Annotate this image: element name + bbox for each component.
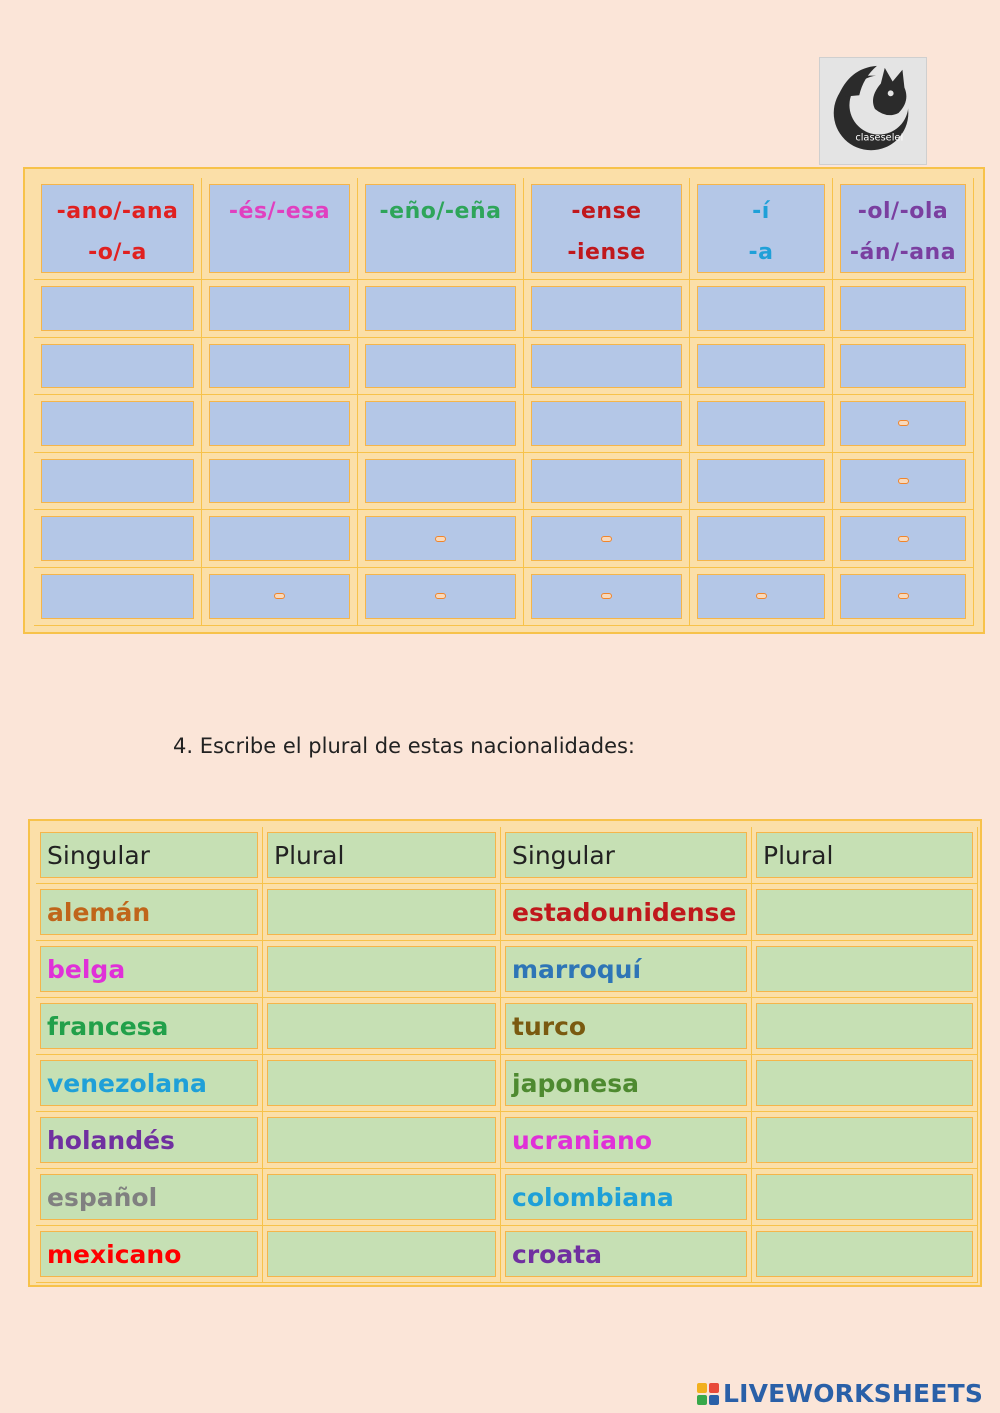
answer-cell (202, 395, 358, 453)
table-cell (752, 884, 978, 941)
answer-input-box[interactable] (840, 459, 966, 504)
singular-word: mexicano (40, 1231, 258, 1277)
column-header: Plural (267, 832, 496, 878)
ending-label: -o/-a (88, 240, 147, 265)
singular-word: colombiana (505, 1174, 747, 1220)
ending-label: -ano/-ana (56, 199, 179, 224)
table-cell (752, 1226, 978, 1283)
ending-label: -í (752, 199, 770, 224)
answer-cell (34, 338, 202, 396)
ending-header-box (531, 184, 682, 273)
blank-marker[interactable] (898, 593, 909, 599)
blank-marker[interactable] (435, 593, 446, 599)
blank-marker[interactable] (898, 478, 909, 484)
ending-header-2 (202, 178, 358, 280)
singular-word: estadounidense (505, 889, 747, 935)
answer-input-box[interactable] (41, 286, 194, 331)
ending-label: -iense (567, 240, 646, 265)
answer-input-box[interactable] (840, 516, 966, 561)
answer-cell (690, 280, 833, 338)
plural-table (28, 819, 982, 1287)
plural-answer-field[interactable] (267, 1174, 496, 1220)
answer-input-box[interactable] (209, 344, 350, 389)
plural-answer-field[interactable] (267, 1060, 496, 1106)
answer-cell (34, 280, 202, 338)
exercise-instruction: 4. Escribe el plural de estas nacionalidades: (173, 734, 635, 758)
answer-input-box[interactable] (697, 516, 825, 561)
answer-cell (690, 510, 833, 568)
table-cell (501, 1169, 752, 1226)
answer-input-box[interactable] (697, 574, 825, 619)
endings-table (23, 167, 985, 634)
ending-header-box (41, 184, 194, 273)
plural-answer-field[interactable] (756, 1174, 973, 1220)
singular-word: español (40, 1174, 258, 1220)
answer-input-box[interactable] (41, 344, 194, 389)
answer-cell (202, 453, 358, 511)
answer-cell (690, 453, 833, 511)
plural-answer-field[interactable] (756, 1117, 973, 1163)
answer-cell (524, 395, 690, 453)
plural-answer-field[interactable] (756, 946, 973, 992)
singular-word: turco (505, 1003, 747, 1049)
table-cell (752, 1112, 978, 1169)
liveworksheets-text: LIVEWORKSHEETS (723, 1379, 984, 1408)
column-header-cell (501, 827, 752, 884)
blank-marker[interactable] (601, 536, 612, 542)
singular-word: francesa (40, 1003, 258, 1049)
plural-answer-field[interactable] (267, 946, 496, 992)
ending-label: -a (748, 240, 774, 265)
answer-cell (34, 510, 202, 568)
ending-header-5 (690, 178, 833, 280)
table-cell (36, 1055, 263, 1112)
answer-input-box[interactable] (840, 574, 966, 619)
answer-cell (358, 568, 524, 626)
table-cell (263, 1169, 501, 1226)
answer-cell (34, 395, 202, 453)
plural-answer-field[interactable] (756, 1231, 973, 1277)
answer-cell (202, 280, 358, 338)
table-cell (36, 998, 263, 1055)
answer-cell (524, 280, 690, 338)
ending-header-1 (34, 178, 202, 280)
plural-answer-field[interactable] (267, 889, 496, 935)
singular-word: holandés (40, 1117, 258, 1163)
answer-input-box[interactable] (365, 574, 516, 619)
table-cell (36, 1169, 263, 1226)
ending-header-box (365, 184, 516, 273)
answer-cell (524, 453, 690, 511)
table-cell (752, 1169, 978, 1226)
column-header-cell (752, 827, 978, 884)
answer-input-box[interactable] (209, 574, 350, 619)
answer-cell (34, 568, 202, 626)
ending-label: -eño/-eña (379, 199, 502, 224)
ending-header-box (209, 184, 350, 273)
answer-cell (358, 280, 524, 338)
table-cell (263, 1055, 501, 1112)
table-cell (501, 884, 752, 941)
answer-input-box[interactable] (41, 459, 194, 504)
table-cell (501, 1226, 752, 1283)
blank-marker[interactable] (274, 593, 285, 599)
answer-cell (833, 338, 974, 396)
answer-cell (34, 453, 202, 511)
answer-cell (524, 568, 690, 626)
table-cell (36, 1112, 263, 1169)
plural-answer-field[interactable] (756, 1060, 973, 1106)
plural-answer-field[interactable] (756, 889, 973, 935)
singular-word: japonesa (505, 1060, 747, 1106)
table-cell (263, 941, 501, 998)
column-header: Singular (505, 832, 747, 878)
answer-cell (202, 568, 358, 626)
table-cell (263, 884, 501, 941)
answer-cell (358, 510, 524, 568)
answer-input-box[interactable] (365, 344, 516, 389)
ending-label: -ol/-ola (857, 199, 949, 224)
answer-input-box[interactable] (41, 401, 194, 446)
answer-input-box[interactable] (365, 459, 516, 504)
liveworksheets-icon (697, 1383, 719, 1405)
answer-cell (690, 395, 833, 453)
answer-cell (690, 338, 833, 396)
table-cell (501, 941, 752, 998)
answer-input-box[interactable] (840, 401, 966, 446)
liveworksheets-brand (697, 1379, 983, 1408)
blank-marker[interactable] (601, 593, 612, 599)
answer-input-box[interactable] (209, 401, 350, 446)
table-cell (501, 1055, 752, 1112)
answer-input-box[interactable] (365, 516, 516, 561)
singular-word: venezolana (40, 1060, 258, 1106)
answer-cell (202, 510, 358, 568)
table-cell (501, 998, 752, 1055)
answer-input-box[interactable] (697, 459, 825, 504)
answer-input-box[interactable] (531, 286, 682, 331)
plural-answer-field[interactable] (267, 1231, 496, 1277)
answer-input-box[interactable] (41, 574, 194, 619)
table-cell (752, 941, 978, 998)
column-header: Singular (40, 832, 258, 878)
answer-cell (833, 510, 974, 568)
table-cell (36, 884, 263, 941)
column-header-cell (36, 827, 263, 884)
singular-word: alemán (40, 889, 258, 935)
answer-cell (833, 395, 974, 453)
ending-label: -és/-esa (228, 199, 331, 224)
table-cell (36, 1226, 263, 1283)
table-cell (263, 1226, 501, 1283)
plural-answer-field[interactable] (267, 1003, 496, 1049)
ending-header-4 (524, 178, 690, 280)
answer-input-box[interactable] (209, 459, 350, 504)
blank-marker[interactable] (435, 536, 446, 542)
answer-input-box[interactable] (531, 516, 682, 561)
answer-input-box[interactable] (697, 344, 825, 389)
ending-header-6 (833, 178, 974, 280)
singular-word: belga (40, 946, 258, 992)
answer-input-box[interactable] (840, 286, 966, 331)
singular-word: marroquí (505, 946, 747, 992)
answer-cell (358, 338, 524, 396)
answer-input-box[interactable] (365, 286, 516, 331)
ending-header-box (840, 184, 966, 273)
table-cell (263, 998, 501, 1055)
answer-cell (358, 395, 524, 453)
singular-word: ucraniano (505, 1117, 747, 1163)
ending-header-box (697, 184, 825, 273)
svg-text:claseseleI: claseseleI (855, 132, 904, 144)
answer-input-box[interactable] (531, 574, 682, 619)
clasesele-logo (819, 57, 927, 165)
answer-input-box[interactable] (531, 344, 682, 389)
blank-marker[interactable] (898, 536, 909, 542)
table-cell (752, 998, 978, 1055)
answer-input-box[interactable] (531, 459, 682, 504)
column-header: Plural (756, 832, 973, 878)
answer-input-box[interactable] (531, 401, 682, 446)
answer-cell (833, 280, 974, 338)
answer-input-box[interactable] (840, 344, 966, 389)
ending-label: -ense (571, 199, 642, 224)
answer-cell (524, 510, 690, 568)
table-cell (501, 1112, 752, 1169)
answer-cell (833, 453, 974, 511)
ending-header-3 (358, 178, 524, 280)
answer-cell (202, 338, 358, 396)
singular-word: croata (505, 1231, 747, 1277)
answer-input-box[interactable] (697, 401, 825, 446)
column-header-cell (263, 827, 501, 884)
answer-input-box[interactable] (209, 286, 350, 331)
answer-input-box[interactable] (41, 516, 194, 561)
answer-cell (524, 338, 690, 396)
answer-cell (358, 453, 524, 511)
answer-input-box[interactable] (209, 516, 350, 561)
blank-marker[interactable] (898, 420, 909, 426)
answer-cell (690, 568, 833, 626)
plural-answer-field[interactable] (756, 1003, 973, 1049)
plural-answer-field[interactable] (267, 1117, 496, 1163)
blank-marker[interactable] (756, 593, 767, 599)
answer-cell (833, 568, 974, 626)
answer-input-box[interactable] (365, 401, 516, 446)
table-cell (36, 941, 263, 998)
table-cell (263, 1112, 501, 1169)
ending-label: -án/-ana (849, 240, 957, 265)
answer-input-box[interactable] (697, 286, 825, 331)
table-cell (752, 1055, 978, 1112)
